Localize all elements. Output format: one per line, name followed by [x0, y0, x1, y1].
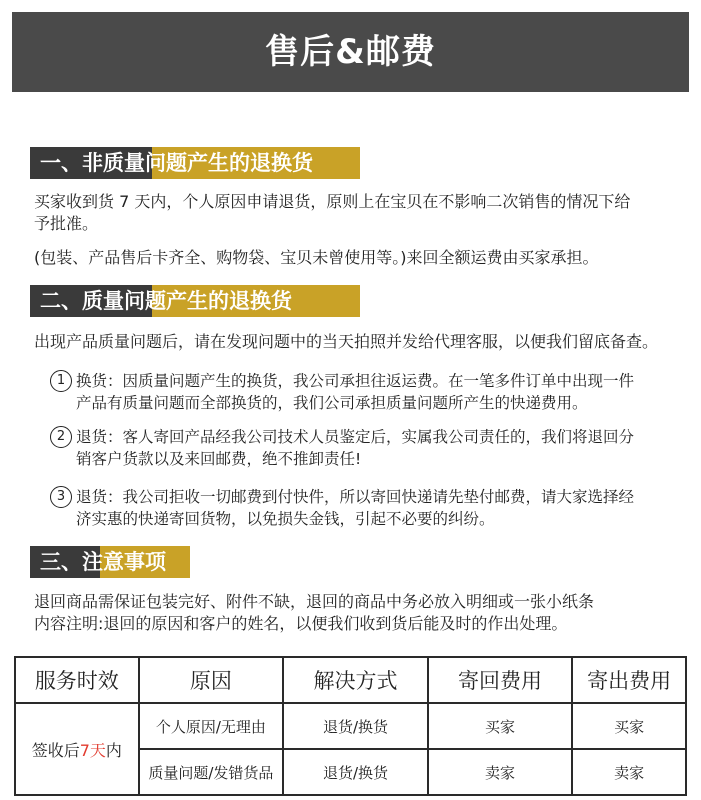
section-2-heading-bar: [30, 285, 360, 317]
header-reason: 原因: [139, 657, 284, 703]
service-period-cell: [15, 703, 139, 795]
send-fee-cell: 卖家: [572, 749, 686, 795]
solution-cell: 退货/换货: [283, 749, 428, 795]
text-line: 退货：我公司拒收一切邮费到付快件，所以寄回快递请先垫付邮费，请大家选择经: [76, 488, 635, 506]
header-banner: [12, 12, 689, 92]
header-solution: 解决方式: [283, 657, 428, 703]
reason-cell: 个人原因/无理由: [139, 703, 284, 749]
section-1-paragraph-1: [34, 191, 630, 235]
period-suffix: 内: [105, 740, 122, 760]
text-line: 销客户货款以及来回邮费，绝不推卸责任!: [76, 450, 362, 468]
period-highlight: 7天: [79, 740, 106, 760]
text-line: 换货：因质量问题产生的换货，我公司承担往返运费。在一笔多件订单中出现一件: [76, 372, 635, 390]
text-line: 退回商品需保证包装完好、附件不缺，退回的商品中务必放入明细或一张小纸条: [34, 592, 595, 611]
table-row: [15, 703, 686, 749]
section-1-heading: 一、非质量问题产生的退换货: [40, 151, 313, 175]
send-fee-cell: 买家: [572, 703, 686, 749]
section-2-intro: 出现产品质量问题后，请在发现问题中的当天拍照并发给代理客服，以便我们留底备查。: [34, 332, 659, 351]
section-3-heading-bar: [30, 546, 190, 578]
table-header-row: [15, 657, 686, 703]
text-line: 济实惠的快递寄回货物，以免损失金钱，引起不必要的纠纷。: [76, 510, 495, 528]
aftersales-fee-table: [14, 656, 687, 796]
return-fee-cell: 买家: [428, 703, 573, 749]
text-line: 产品有质量问题而全部换货的，我们公司承担质量问题所产生的快递费用。: [76, 394, 588, 412]
return-fee-cell: 卖家: [428, 749, 573, 795]
section-3-paragraph: [34, 591, 594, 635]
text-line: 内容注明:退回的原因和客户的姓名，以便我们收到货后能及时的作出处理。: [34, 614, 568, 633]
number-1-badge: 1: [50, 370, 72, 392]
section-1-paragraph-2: (包装、产品售后卡齐全、购物袋、宝贝未曾使用等。)来回全额运费由买家承担。: [34, 248, 599, 267]
section-1-heading-bar: [30, 147, 360, 179]
period-prefix: 签收后: [31, 740, 80, 760]
text-line: 予批准。: [34, 214, 99, 233]
reason-cell: 质量问题/发错货品: [139, 749, 284, 795]
solution-cell: 退货/换货: [283, 703, 428, 749]
page-title: 售后&邮费: [265, 32, 436, 72]
number-3-badge: 3: [50, 486, 72, 508]
section-3-heading: 三、注意事项: [40, 550, 166, 574]
text-line: 退货：客人寄回产品经我公司技术人员鉴定后，实属我公司责任的，我们将退回分: [76, 428, 635, 446]
section-2-heading: 二、质量问题产生的退换货: [40, 289, 292, 313]
header-service-period: 服务时效: [15, 657, 139, 703]
header-return-fee: 寄回费用: [428, 657, 573, 703]
header-send-fee: 寄出费用: [572, 657, 686, 703]
text-line: 买家收到货 7 天内，个人原因申请退货，原则上在宝贝在不影响二次销售的情况下给: [34, 192, 631, 211]
number-2-badge: 2: [50, 426, 72, 448]
